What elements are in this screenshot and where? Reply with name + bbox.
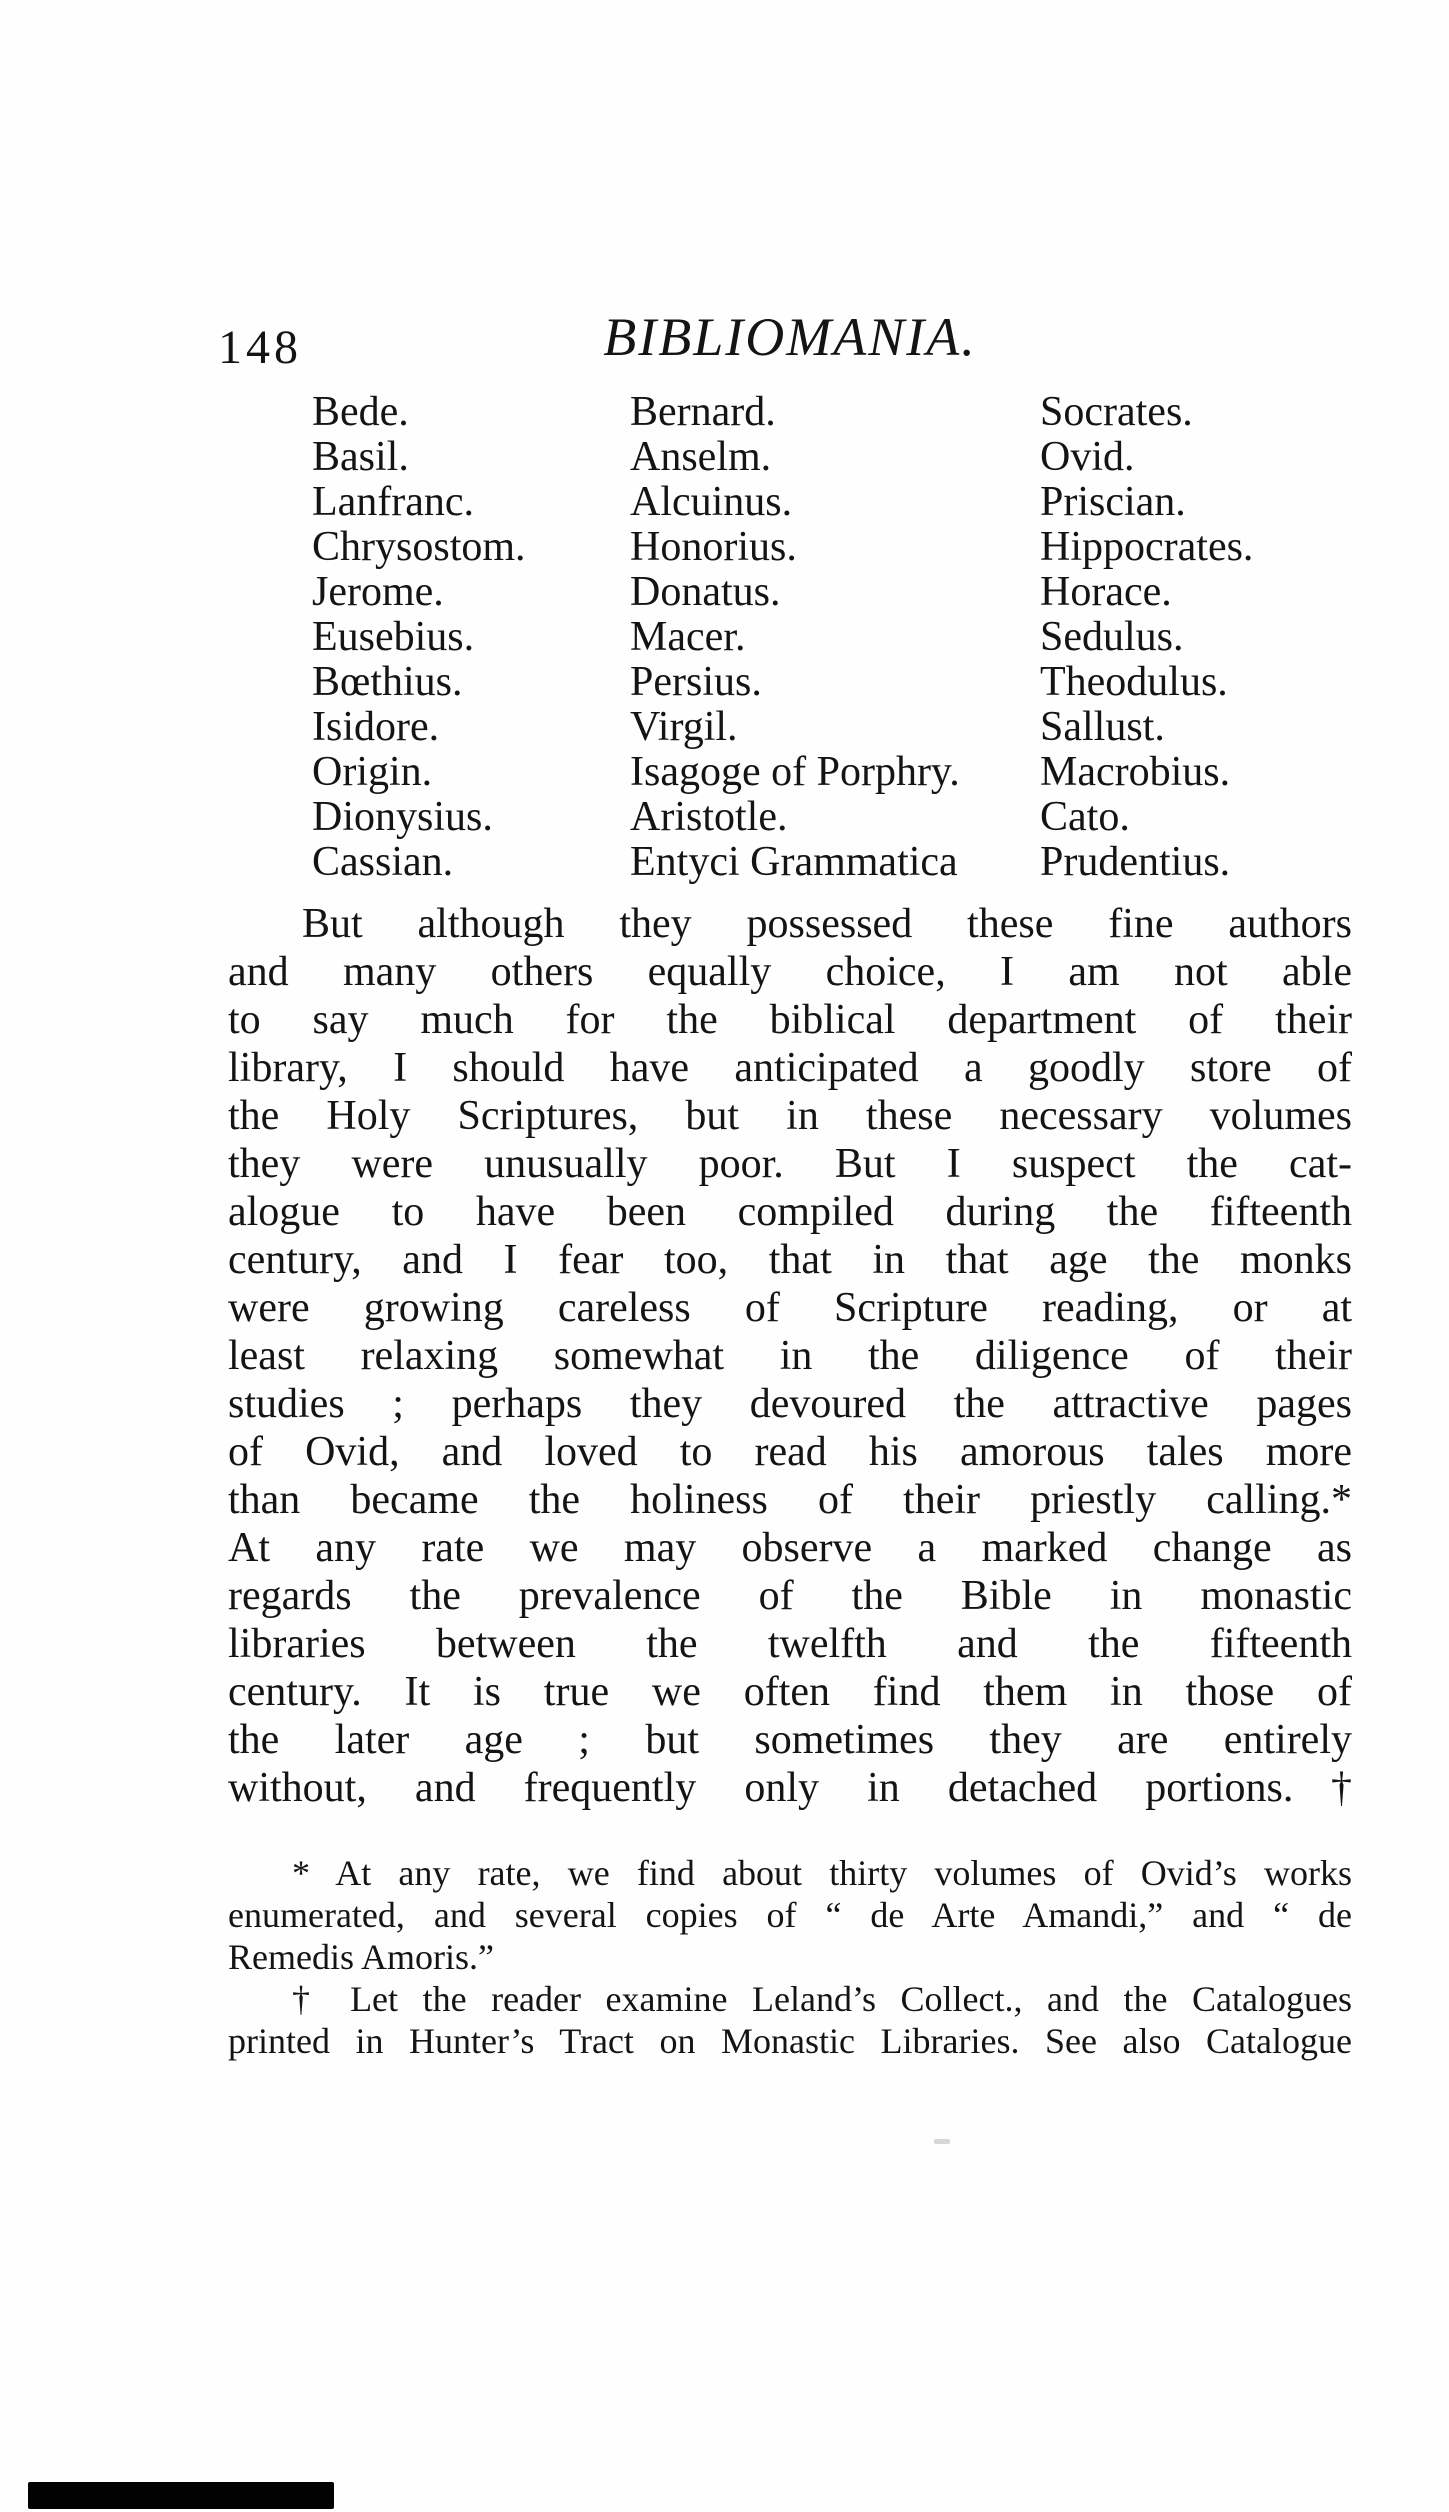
list-item: Jerome. [312,569,444,615]
list-item: Horace. [1040,569,1172,615]
list-item: Aristotle. [630,794,788,840]
list-item: Virgil. [630,704,738,750]
list-item: Entyci Grammatica [630,839,958,885]
list-item: Basil. [312,434,409,480]
list-item: Anselm. [630,434,772,480]
footnote-line: Remedis Amoris.” [228,1937,494,1977]
footnote-line: printed in Hunter’s Tract on Monastic Libraries. See also Catalogue [228,2021,1352,2061]
page-header [218,306,1352,376]
list-item: Isagoge of Porphry. [630,749,960,795]
footnote-line: * At any rate, we find about thirty volumes of Ovid’s works [292,1853,1352,1893]
body-line: alogue to have been compiled during the fifteenth [228,1189,1352,1235]
list-item: Eusebius. [312,614,475,660]
body-line: least relaxing somewhat in the diligence of their [228,1333,1352,1379]
scan-artifact-dot [934,2139,950,2144]
list-item: Hippocrates. [1040,524,1254,570]
list-item: Ovid. [1040,434,1135,480]
list-item: Cato. [1040,794,1130,840]
list-item: Prudentius. [1040,839,1231,885]
body-line: At any rate we may observe a marked change as [228,1525,1352,1571]
author-column-2 [630,390,960,885]
scan-artifact-bar [28,2482,334,2509]
author-column-1 [312,390,526,885]
body-line: without, and frequently only in detached portions.† [228,1765,1352,1811]
list-item: Macer. [630,614,746,660]
body-line: to say much for the biblical department of their [228,997,1352,1043]
list-item: Cassian. [312,839,454,885]
list-item: Bœthius. [312,659,463,705]
body-line: century, and I fear too, that in that age the monks [228,1237,1352,1283]
body-line: the Holy Scriptures, but in these necessary volumes [228,1093,1352,1139]
author-column-3 [1040,390,1253,885]
running-title: BIBLIOMANIA. [603,307,977,367]
list-item: Sallust. [1040,704,1165,750]
body-line: studies ; perhaps they devoured the attractive pages [228,1381,1352,1427]
body-line: But although they possessed these fine authors [302,901,1352,947]
list-item: Sedulus. [1040,614,1184,660]
list-item: Lanfranc. [312,479,475,525]
list-item: Honorius. [630,524,797,570]
body-line: the later age ; but sometimes they are entirely [228,1717,1352,1763]
body-line: were growing careless of Scripture reading, or at [228,1285,1352,1331]
body-line: library, I should have anticipated a goodly store of [228,1045,1352,1091]
list-item: Priscian. [1040,479,1186,525]
list-item: Chrysostom. [312,524,526,570]
list-item: Alcuinus. [630,479,793,525]
list-item: Origin. [312,749,433,795]
list-item: Bernard. [630,389,776,435]
list-item: Theodulus. [1040,659,1228,705]
list-item: Persius. [630,659,762,705]
body-line: libraries between the twelfth and the fifteenth [228,1621,1352,1667]
footnote-line: enumerated, and several copies of “ de Arte Amandi,” and “ de [228,1895,1352,1935]
list-item: Socrates. [1040,389,1193,435]
body-line: of Ovid, and loved to read his amorous tales more [228,1429,1352,1475]
list-item: Isidore. [312,704,440,750]
body-line: and many others equally choice, I am not able [228,949,1352,995]
body-line: century. It is true we often find them in those of [228,1669,1352,1715]
list-item: Dionysius. [312,794,493,840]
footnotes [228,1852,1352,2062]
page-number: 148 [218,321,302,374]
body-paragraph [228,900,1352,1812]
list-item: Donatus. [630,569,781,615]
list-item: Bede. [312,389,409,435]
footnote-line: † Let the reader examine Leland’s Collect., and the Catalogues [292,1979,1352,2019]
body-line: regards the prevalence of the Bible in monastic [228,1573,1352,1619]
body-line: than became the holiness of their priestly calling.* [228,1477,1352,1523]
body-line: they were unusually poor. But I suspect the cat- [228,1141,1352,1187]
list-item: Macrobius. [1040,749,1231,795]
